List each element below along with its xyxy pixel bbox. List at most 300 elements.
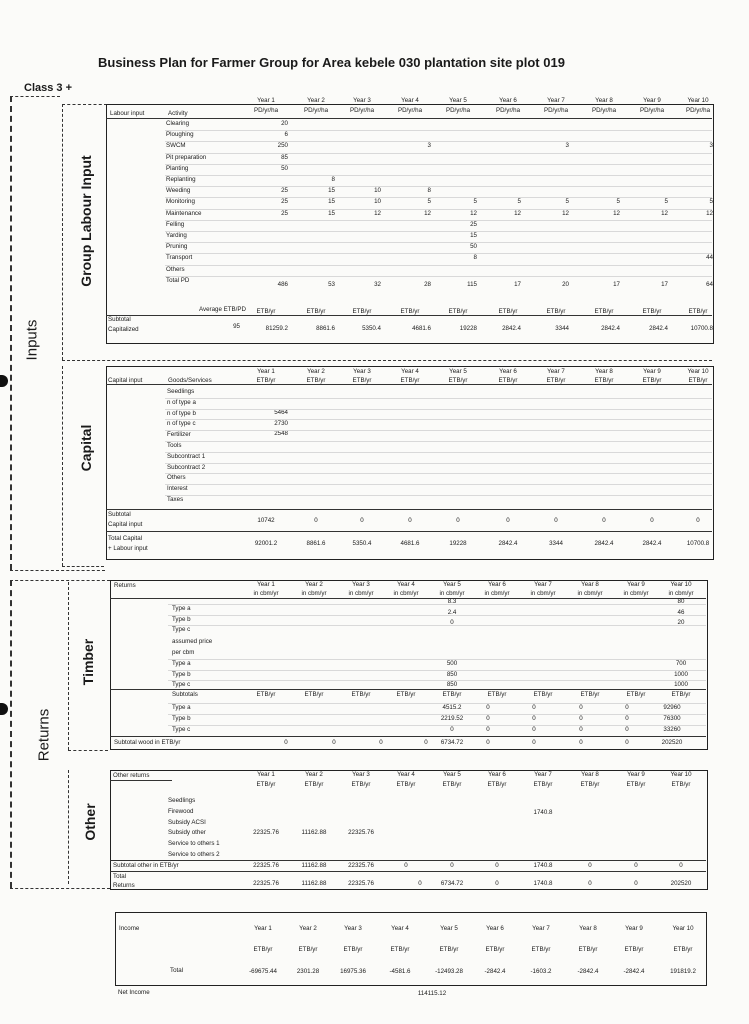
year-header: Year 2: [305, 581, 323, 588]
income-total-value: -12493.28: [435, 968, 463, 975]
labour-value: 12: [514, 209, 521, 217]
activity-label: Total PD: [166, 276, 190, 284]
unit-header: ETB/yr: [351, 691, 371, 698]
subtotal-other-value: 22325.76: [253, 862, 279, 869]
other-item: Service to others 1: [168, 840, 220, 848]
total-returns-label: Total: [113, 873, 127, 880]
labour-value: 12: [374, 209, 381, 217]
timber-volume: 20: [677, 619, 685, 626]
subtotal-label: Capital input: [108, 521, 143, 528]
capital-value: 5464: [274, 408, 288, 416]
other-item: Seedlings: [168, 797, 196, 804]
capital-item: Fertilizer: [167, 431, 191, 439]
labour-value: 5: [473, 198, 477, 206]
unit-header: ETB/yr: [400, 308, 420, 315]
year-header: Year 3: [352, 581, 370, 588]
other-value: 1740.8: [533, 808, 553, 816]
subtotal-value: 0: [554, 517, 558, 524]
unit-header: ETB/yr: [448, 377, 468, 384]
timber-price: 500: [446, 660, 458, 667]
labour-value: 17: [661, 280, 668, 288]
net-income-value: 114115.12: [417, 990, 447, 997]
timber-value: 0: [625, 704, 629, 711]
subtotal-label: Subtotal: [108, 511, 131, 518]
timber-item: Type a: [172, 704, 191, 711]
subtotal-value: 0: [696, 517, 700, 524]
row-rule: [165, 253, 712, 254]
total-returns-value: 1740.8: [533, 880, 553, 887]
year-header: Year 6: [488, 771, 506, 778]
income-total-value: 191819.2: [670, 968, 696, 975]
column-header: Other returns: [113, 772, 150, 779]
total-value: 19228: [449, 540, 467, 547]
capitalized-label: Capitalized: [108, 326, 139, 333]
row-rule: [168, 659, 706, 660]
column-header: Activity: [168, 110, 188, 117]
year-header: Year 2: [307, 97, 325, 104]
unit-header: ETB/yr: [256, 308, 276, 315]
labour-value: 5: [709, 198, 713, 206]
row-rule: [165, 276, 712, 277]
subtotal-other-value: 22325.76: [348, 862, 374, 869]
timber-item: Type c: [172, 725, 191, 733]
unit-header: ETB/yr: [306, 308, 326, 315]
year-header: Year 1: [257, 368, 275, 375]
subtotal-other-value: 1740.8: [533, 862, 553, 869]
timber-price: 700: [675, 660, 687, 667]
activity-label: Ploughing: [166, 131, 194, 139]
subtotal-value: 0: [408, 517, 412, 524]
inputs-label: Inputs: [23, 319, 41, 361]
timber-value: 0: [579, 714, 583, 722]
labour-value: 5: [616, 198, 620, 206]
column-header: Goods/Services: [168, 377, 212, 384]
unit-header: ETB/yr: [531, 946, 551, 953]
year-header: Year 2: [307, 368, 325, 375]
other-item: Firewood: [168, 807, 194, 815]
other-value: 11162.88: [301, 828, 327, 836]
subtotal-wood-value: 0: [284, 739, 288, 746]
subtotal-wood-value: 0: [625, 739, 629, 746]
timber-value: 2219.52: [440, 714, 464, 722]
total-label: + Labour input: [108, 545, 148, 552]
labour-value: 12: [613, 209, 620, 217]
labour-value: 85: [281, 153, 288, 161]
timber-value: 0: [532, 704, 536, 711]
activity-label: Maintenance: [166, 209, 202, 217]
row-rule: [110, 780, 172, 781]
year-header: Year 10: [687, 368, 709, 375]
timber-volume: 46: [677, 608, 685, 616]
capital-item: Seedlings: [167, 388, 195, 395]
subtotal-wood-value: 0: [486, 739, 490, 746]
total-value: 2842.4: [642, 540, 662, 547]
total-returns-value: 0: [495, 880, 499, 887]
year-header: Year 4: [391, 925, 409, 932]
subtotal-value: 0: [602, 517, 606, 524]
labour-value: 10: [374, 187, 381, 195]
labour-value: 15: [470, 232, 477, 239]
labour-value: 250: [277, 142, 288, 150]
labour-value: 25: [281, 209, 288, 217]
unit-header: ETB/yr: [580, 781, 600, 788]
income-total-label: Total: [170, 967, 184, 974]
year-header: Year 5: [443, 771, 461, 778]
subtotal-value: 0: [456, 517, 460, 524]
labour-value: 12: [706, 209, 713, 217]
other-item: Subsidy other: [168, 829, 206, 837]
labour-value: 5: [427, 198, 431, 206]
timber-item: Type b: [172, 615, 191, 623]
labour-value: 3: [565, 142, 569, 150]
activity-label: Planting: [166, 164, 189, 172]
unit-header: in cbm/yr: [253, 590, 279, 597]
labour-value: 8: [331, 176, 335, 183]
timber-value: 0: [579, 704, 583, 711]
unit-header: ETB/yr: [578, 946, 598, 953]
other-section-label: Other: [82, 803, 98, 841]
subtotal-wood-value: 0: [579, 739, 583, 746]
labour-value: 6: [284, 131, 288, 139]
labour-value: 25: [470, 220, 477, 228]
income-total-value: -2842.4: [623, 968, 645, 975]
year-header: Year 7: [534, 771, 552, 778]
unit-header: ETB/yr: [487, 781, 507, 788]
row-rule: [168, 680, 706, 681]
unit-header: ETB/yr: [487, 691, 507, 698]
capital-item: Taxes: [167, 496, 184, 503]
avg-value: 95: [233, 323, 240, 330]
subtotal-wood-value: 6734.72: [440, 739, 464, 746]
row-rule: [110, 736, 706, 737]
year-header: Year 6: [499, 97, 517, 104]
subtotal-wood-value: 0: [424, 739, 428, 746]
capitalized-value: 2842.4: [649, 325, 668, 332]
timber-value: 0: [450, 725, 454, 733]
row-rule: [165, 175, 712, 176]
row-rule: [165, 231, 712, 232]
income-total-value: 16975.36: [340, 968, 366, 975]
row-rule: [106, 118, 712, 119]
bracket-line: [10, 580, 12, 888]
unit-header: in cbm/yr: [530, 590, 556, 597]
page-title: Business Plan for Farmer Group for Area kebele 030 plantation site plot 019: [98, 55, 565, 70]
row-rule: [165, 130, 712, 131]
unit-header: ETB/yr: [642, 377, 662, 384]
activity-label: Transport: [166, 254, 193, 262]
year-header: Year 3: [353, 97, 371, 104]
labour-value: 12: [562, 209, 569, 217]
unit-header: ETB/yr: [256, 781, 276, 788]
year-header: Year 2: [299, 925, 317, 932]
unit-header: PD/yr/ha: [397, 107, 423, 114]
row-rule: [165, 473, 712, 474]
income-total-value: -1603.2: [530, 968, 552, 975]
unit-header: ETB/yr: [642, 308, 662, 315]
bracket-line: [68, 750, 108, 751]
capitalized-value: 10700.8: [690, 325, 713, 332]
timber-value: 0: [486, 704, 490, 711]
row-rule: [165, 495, 712, 496]
year-header: Year 9: [627, 581, 645, 588]
unit-header: ETB/yr: [448, 308, 468, 315]
timber-value: 33260: [663, 725, 681, 733]
subtotal-other-label: Subtotal other in ETB/yr: [113, 862, 179, 869]
row-rule: [168, 670, 706, 671]
row-rule: [165, 398, 712, 399]
capital-section-label: Capital: [78, 424, 94, 472]
labour-value: 10: [374, 198, 381, 206]
labour-value: 115: [467, 280, 477, 288]
timber-volume: 0: [450, 619, 454, 626]
activity-label: SWCM: [166, 142, 186, 150]
year-header: Year 9: [627, 771, 645, 778]
year-header: Year 3: [352, 771, 370, 778]
income-total-value: -2842.4: [577, 968, 599, 975]
row-rule: [165, 220, 712, 221]
unit-header: ETB/yr: [624, 946, 644, 953]
unit-header: ETB/yr: [442, 691, 462, 698]
unit-header: ETB/yr: [594, 377, 614, 384]
row-rule: [106, 509, 712, 510]
row-rule: [165, 419, 712, 420]
income-label: Income: [119, 925, 140, 932]
row-rule: [165, 186, 712, 187]
bracket-line: [62, 104, 63, 360]
labour-value: 15: [328, 187, 335, 195]
labour-value: 32: [374, 280, 381, 288]
unit-header: ETB/yr: [390, 946, 410, 953]
subtotal-other-value: 11162.88: [301, 862, 327, 869]
row-rule: [110, 871, 706, 872]
timber-value: 4515.2: [442, 704, 462, 711]
year-header: Year 4: [401, 97, 419, 104]
row-rule: [110, 598, 706, 599]
timber-price: 850: [446, 670, 458, 678]
unit-header: PD/yr/ha: [253, 107, 279, 114]
price-label: per cbm: [172, 649, 195, 656]
row-rule: [165, 409, 712, 410]
labour-value: 25: [281, 198, 288, 206]
labour-value: 44: [706, 254, 713, 262]
labour-value: 17: [613, 280, 620, 288]
labour-value: 5: [565, 198, 569, 206]
labour-value: 486: [277, 280, 288, 288]
unit-header: in cbm/yr: [484, 590, 510, 597]
price-label: assumed price: [172, 638, 213, 645]
unit-header: PD/yr/ha: [639, 107, 665, 114]
labour-value: 12: [661, 209, 668, 217]
subtotal-value: 0: [360, 517, 364, 524]
unit-header: ETB/yr: [306, 377, 326, 384]
activity-label: Weeding: [166, 187, 191, 195]
capital-item: n of type b: [167, 409, 196, 417]
subtotal-other-value: 0: [679, 862, 683, 869]
total-returns-value: 6734.72: [440, 880, 464, 887]
labour-value: 20: [281, 120, 288, 127]
activity-label: Pruning: [166, 243, 188, 251]
unit-header: ETB/yr: [498, 377, 518, 384]
capital-value: 2548: [274, 430, 288, 438]
labour-value: 15: [328, 209, 335, 217]
subtotal-label: Subtotal: [108, 316, 131, 323]
year-header: Year 8: [581, 581, 599, 588]
capitalized-value: 19228: [459, 325, 477, 332]
row-rule: [168, 625, 706, 626]
income-table: [115, 912, 707, 986]
unit-header: ETB/yr: [256, 377, 276, 384]
subtotal-other-value: 0: [450, 862, 454, 869]
net-income-label: Net Income: [118, 989, 150, 996]
bracket-line: [10, 570, 105, 571]
row-rule: [165, 463, 712, 464]
labour-value: 64: [706, 280, 713, 288]
unit-header: ETB/yr: [253, 946, 273, 953]
bracket-line: [10, 96, 60, 97]
activity-label: Pit preparation: [166, 153, 207, 161]
timber-value: 0: [486, 714, 490, 722]
bracket-line: [62, 566, 104, 567]
capital-item: Others: [167, 474, 186, 482]
activity-label: Clearing: [166, 120, 190, 127]
year-header: Year 5: [449, 368, 467, 375]
year-header: Year 5: [449, 97, 467, 104]
timber-item: Type b: [172, 670, 191, 678]
bracket-line: [62, 366, 63, 566]
year-header: Year 7: [547, 97, 565, 104]
year-header: Year 4: [397, 581, 415, 588]
capital-item: Interest: [167, 485, 188, 493]
total-returns-value: 0: [588, 880, 592, 887]
income-total-value: 2301.28: [296, 968, 320, 975]
timber-price: 1000: [674, 681, 688, 688]
unit-header: ETB/yr: [688, 308, 708, 315]
labour-value: 20: [562, 280, 569, 288]
total-value: 8861.6: [306, 540, 326, 547]
row-rule: [165, 153, 712, 154]
timber-volume: 2.4: [447, 608, 457, 616]
capitalized-value: 5350.4: [362, 325, 381, 332]
timber-value: 0: [532, 714, 536, 722]
year-header: Year 10: [687, 97, 709, 104]
year-header: Year 7: [532, 925, 550, 932]
activity-label: Replanting: [166, 176, 196, 183]
year-header: Year 3: [344, 925, 362, 932]
unit-header: PD/yr/ha: [303, 107, 329, 114]
unit-header: ETB/yr: [673, 946, 693, 953]
unit-header: ETB/yr: [256, 691, 276, 698]
row-rule: [110, 860, 706, 861]
other-value: 22325.76: [253, 828, 279, 836]
year-header: Year 8: [579, 925, 597, 932]
timber-value: 0: [625, 714, 629, 722]
total-returns-value: 202520: [670, 880, 692, 887]
year-header: Year 5: [443, 581, 461, 588]
class-label: Class 3 +: [24, 82, 73, 94]
year-header: Year 9: [625, 925, 643, 932]
year-header: Year 7: [534, 581, 552, 588]
total-value: 2842.4: [594, 540, 614, 547]
labour-value: 12: [424, 209, 431, 217]
unit-header: ETB/yr: [671, 781, 691, 788]
labour-value: 12: [470, 209, 477, 217]
year-header: Year 6: [486, 925, 504, 932]
unit-header: ETB/yr: [439, 946, 459, 953]
year-header: Year 2: [305, 771, 323, 778]
year-header: Year 1: [257, 581, 275, 588]
row-rule: [110, 689, 706, 690]
subtotal-wood-label: Subtotal wood in ETB/yr: [114, 739, 181, 746]
capital-item: n of type a: [167, 398, 196, 406]
unit-header: PD/yr/ha: [445, 107, 471, 114]
timber-price: 1000: [674, 670, 688, 678]
labour-value: 3: [709, 142, 713, 150]
bracket-line: [68, 770, 69, 884]
timber-volume: 8.3: [447, 598, 457, 605]
timber-item: Type c: [172, 626, 191, 633]
unit-header: ETB/yr: [580, 691, 600, 698]
unit-header: PD/yr/ha: [495, 107, 521, 114]
activity-label: Yarding: [166, 232, 187, 239]
timber-value: 92960: [663, 704, 681, 711]
other-value: 22325.76: [348, 828, 374, 836]
timber-item: Type a: [172, 660, 191, 667]
unit-header: ETB/yr: [533, 691, 553, 698]
unit-header: in cbm/yr: [301, 590, 327, 597]
unit-header: ETB/yr: [626, 691, 646, 698]
labour-value: 8: [427, 187, 431, 195]
total-value: 2842.4: [498, 540, 518, 547]
total-returns-value: 22325.76: [253, 880, 279, 887]
subtotal-value: 0: [506, 517, 510, 524]
total-returns-value: 22325.76: [348, 880, 374, 887]
unit-header: in cbm/yr: [439, 590, 465, 597]
timber-value: 0: [486, 725, 490, 733]
labour-value: 28: [424, 280, 431, 288]
unit-header: ETB/yr: [594, 308, 614, 315]
avg-label: Average ETB/PD: [198, 306, 246, 313]
row-rule: [165, 441, 712, 442]
unit-header: ETB/yr: [533, 781, 553, 788]
punch-hole: [0, 703, 8, 715]
timber-value: 76300: [663, 714, 681, 722]
total-returns-value: 11162.88: [301, 880, 327, 887]
labour-value: 17: [514, 280, 521, 288]
subtotal-value: 0: [650, 517, 654, 524]
other-item: Service to others 2: [168, 851, 220, 858]
timber-section-label: Timber: [80, 638, 96, 686]
row-rule: [165, 197, 712, 198]
activity-label: Monitoring: [166, 198, 195, 206]
year-header: Year 10: [672, 925, 694, 932]
year-header: Year 1: [257, 771, 275, 778]
year-header: Year 4: [397, 771, 415, 778]
year-header: Year 5: [440, 925, 458, 932]
year-header: Year 8: [595, 368, 613, 375]
returns-label: Returns: [35, 708, 53, 762]
unit-header: in cbm/yr: [623, 590, 649, 597]
capital-item: Subcontract 2: [167, 463, 206, 471]
timber-value: 0: [625, 725, 629, 733]
labour-value: 50: [470, 243, 477, 251]
unit-header: ETB/yr: [442, 781, 462, 788]
year-header: Year 1: [254, 925, 272, 932]
row-rule: [165, 430, 712, 431]
year-header: Year 9: [643, 97, 661, 104]
year-header: Year 4: [401, 368, 419, 375]
row-rule: [165, 164, 712, 165]
section-divider: [62, 360, 712, 361]
